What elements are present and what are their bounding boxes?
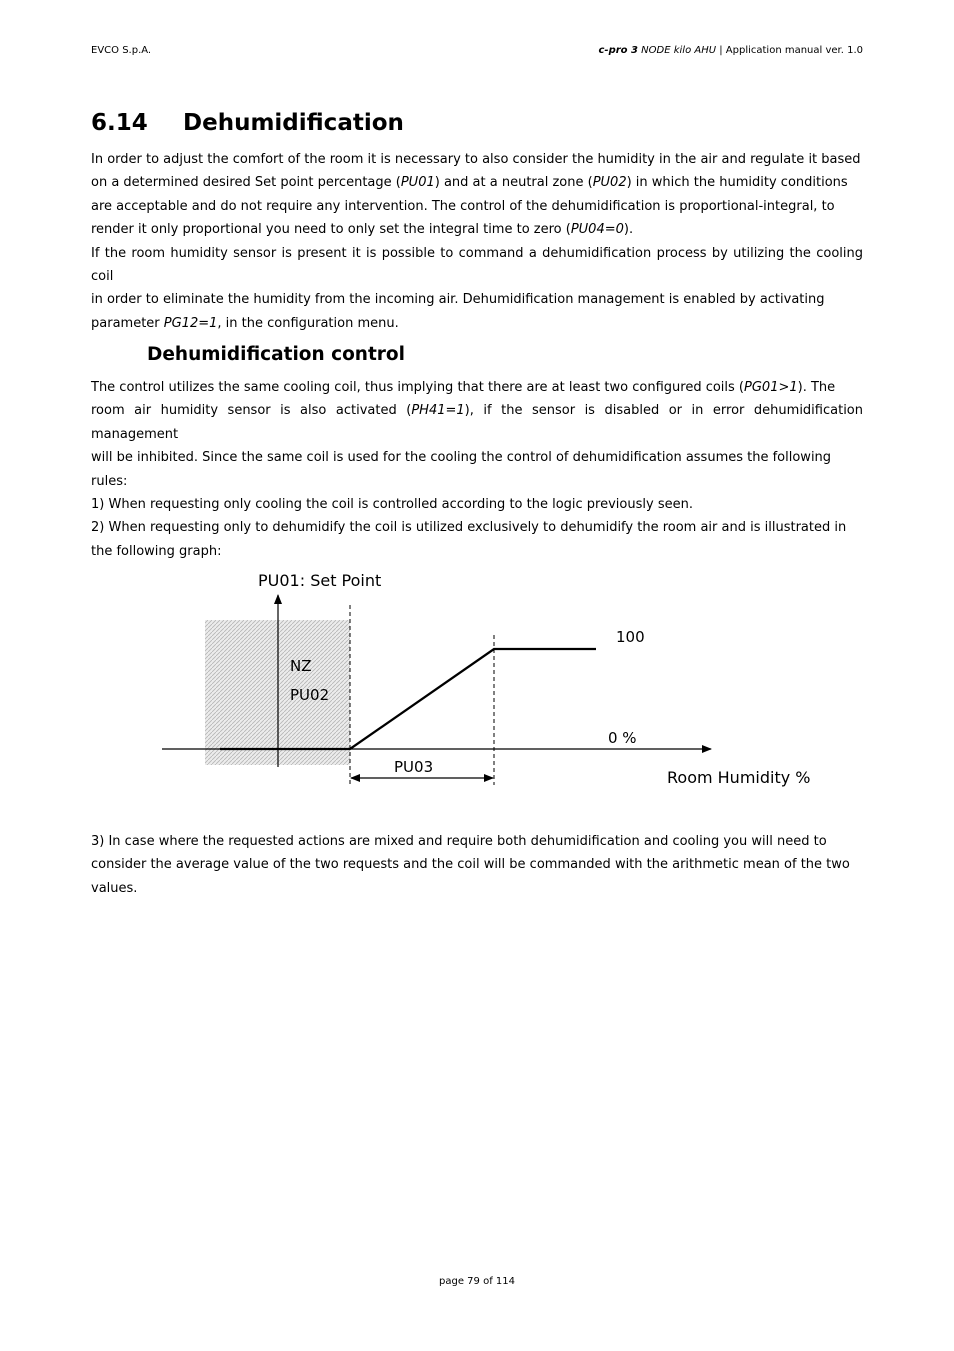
parameter-code: PG12=1: [163, 315, 218, 331]
text-run: 1) When requesting only cooling the coil is controlled according to the logic previously seen.: [91, 497, 693, 513]
header-product-bold: c-pro 3: [598, 45, 638, 56]
text-run: If the room humidity sensor is present it is possible to command a dehumidification process by utilizing the cooling coil: [91, 245, 863, 285]
subsection-title: Dehumidification control: [147, 344, 405, 365]
section-number: 6.14: [91, 110, 148, 136]
intro-paragraph: [91, 148, 863, 335]
text-line: [91, 376, 863, 399]
text-run: render it only proportional you need to only set the integral time to zero (: [91, 222, 571, 238]
text-line: [91, 288, 863, 311]
text-line: [91, 399, 863, 446]
text-run: ). The: [797, 380, 836, 395]
y-axis-label: PU01: Set Point: [258, 571, 382, 590]
parameter-code: PG01>1: [744, 380, 798, 395]
text-run: parameter: [91, 315, 164, 331]
parameter-code: PU04=0: [570, 222, 624, 238]
text-run: the following graph:: [91, 543, 222, 559]
text-line: [91, 493, 863, 516]
nz-label: NZ: [290, 657, 312, 675]
dehumidification-graph: [0, 560, 954, 800]
text-line: [91, 853, 863, 876]
text-run: ), if the sensor is disabled or in error dehumidification management: [91, 403, 864, 442]
text-run: on a determined desired Set point percentage (: [91, 175, 401, 191]
pu03-label: PU03: [394, 758, 434, 776]
text-line: [91, 877, 863, 900]
zero-output-label: 0 %: [608, 729, 637, 747]
header-company: EVCO S.p.A.: [91, 45, 152, 56]
text-line: [91, 171, 863, 194]
text-run: 3) In case where the requested actions are mixed and require both dehumidification and cooling you will need to: [91, 834, 827, 849]
text-run: consider the average value of the two requests and the coil will be commanded with the arithmetic mean of the two: [91, 857, 850, 873]
text-line: [91, 242, 863, 289]
header-manual-title: [599, 45, 864, 56]
header-product-italic: NODE kilo AHU: [641, 45, 717, 56]
control-paragraph: [91, 376, 863, 563]
text-run: are acceptable and do not require any intervention. The control of the dehumidification is proportional-integral, to: [91, 198, 835, 214]
text-line: [91, 470, 863, 493]
text-line: [91, 312, 863, 335]
text-run: 2) When requesting only to dehumidify the coil is utilized exclusively to dehumidify the room air and is illustrated in: [91, 520, 847, 536]
text-run: ).: [623, 222, 634, 238]
text-line: [91, 195, 863, 218]
parameter-code: PU01: [400, 175, 435, 191]
text-run: ) in which the humidity conditions: [626, 175, 848, 191]
parameter-code: PU02: [592, 175, 627, 191]
page-number: page 79 of 114: [439, 1276, 515, 1287]
section-heading: [91, 110, 404, 136]
text-run: values.: [91, 880, 138, 896]
header-manual: | Application manual ver. 1.0: [719, 45, 863, 56]
text-run: , in the configuration menu.: [217, 315, 399, 331]
text-run: rules:: [91, 473, 128, 489]
text-run: ) and at a neutral zone (: [434, 175, 593, 191]
text-run: The control utilizes the same cooling coil, thus implying that there are at least two configured coils (: [91, 380, 745, 395]
text-run: will be inhibited. Since the same coil is used for the cooling the control of dehumidification assumes the following: [91, 450, 832, 466]
x-axis-label: Room Humidity %: [667, 768, 811, 787]
text-line: [91, 218, 863, 241]
section-title: Dehumidification: [183, 110, 404, 136]
text-line: [91, 148, 863, 171]
text-run: in order to eliminate the humidity from the incoming air. Dehumidification management is enabled by activating: [91, 292, 825, 308]
mixed-actions-paragraph: [91, 830, 863, 900]
max-output-label: 100: [616, 628, 645, 646]
parameter-code: PH41=1: [411, 403, 465, 419]
text-line: [91, 516, 863, 539]
text-run: room air humidity sensor is also activated (: [91, 403, 412, 419]
pu02-label: PU02: [290, 686, 330, 704]
text-line: [91, 830, 863, 853]
text-run: In order to adjust the comfort of the room it is necessary to also consider the humidity in the air and regulate it based: [91, 152, 861, 167]
text-line: [91, 446, 863, 469]
